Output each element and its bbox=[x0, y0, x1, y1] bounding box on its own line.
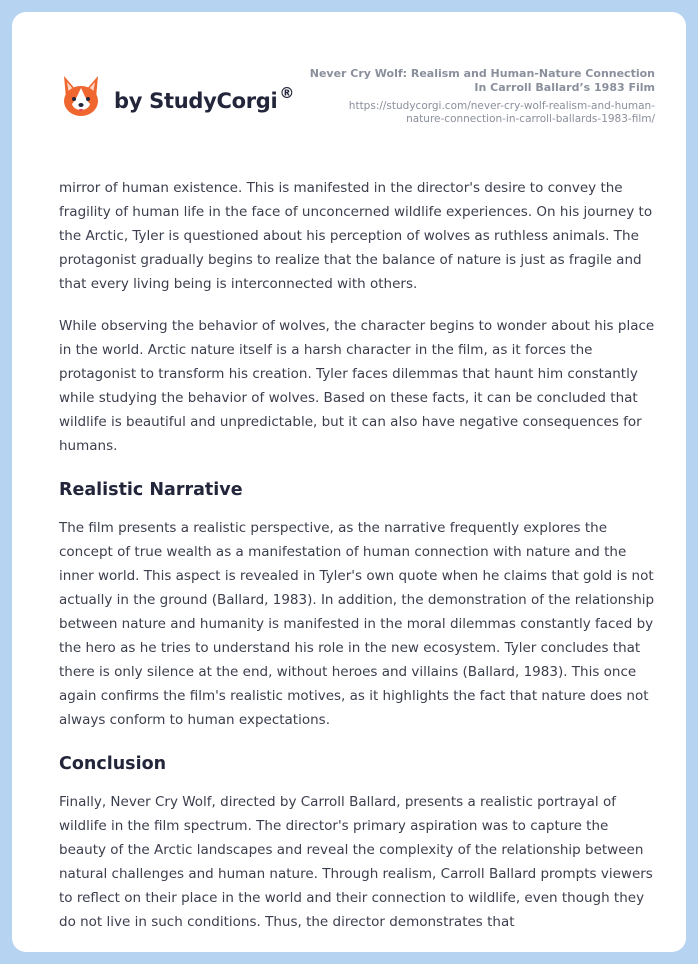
section-heading-conclusion: Conclusion bbox=[59, 754, 167, 774]
registered-mark: ® bbox=[279, 84, 295, 102]
document-url-line-2[interactable]: nature-connection-in-carroll-ballards-1983-film/ bbox=[406, 113, 655, 125]
document-title-line-1: Never Cry Wolf: Realism and Human-Nature Connection bbox=[309, 67, 655, 80]
document-url[interactable] bbox=[295, 100, 655, 126]
document-title bbox=[295, 67, 655, 95]
essay-content bbox=[59, 176, 659, 952]
studycorgi-logo[interactable] bbox=[60, 74, 294, 120]
document-url-line-1[interactable]: https://studycorgi.com/never-cry-wolf-realism-and-human- bbox=[348, 100, 655, 112]
paragraph: mirror of human existence. This is manifested in the director's desire to convey the fragility of human life in the face of unconcerned wildlife experiences. On his journey to the Arctic, Tyler is questioned about his perception of wolves as ruthless animals. The protagonist gradually begins to realize that the balance of nature is just as fragile and that every living being is interconnected with others. bbox=[59, 180, 653, 292]
paragraph: While observing the behavior of wolves, the character begins to wonder about his place in the world. Arctic nature itself is a harsh character in the film, as it forces the protagonist to transform his creation. Tyler faces dilemmas that haunt him constantly while studying the behavior of wolves. Based on these facts, it can be concluded that wildlife is beautiful and unpredictable, but it can also have negative consequences for humans. bbox=[59, 318, 655, 454]
paragraph: The film presents a realistic perspective, as the narrative frequently explores the concept of true wealth as a manifestation of human connection with nature and the inner world. This aspect is revealed in Tyler's own quote when he claims that gold is not actually in the ground (Ballard, 1983). In addition, the demonstration of the relationship between nature and humanity is manifested in the moral dilemmas constantly faced by the hero as he tries to understand his role in the new ecosystem. Tyler concludes that there is only silence at the end, without heroes and villains (Ballard, 1983). This once again confirms the film's realistic motives, as it highlights the fact that nature does not always conform to human expectations. bbox=[59, 520, 655, 728]
section-heading-realistic-narrative: Realistic Narrative bbox=[59, 480, 243, 500]
document-page bbox=[12, 12, 686, 952]
brand-name: by StudyCorgi ® bbox=[114, 84, 295, 113]
paragraph: Finally, Never Cry Wolf, directed by Carroll Ballard, presents a realistic portrayal of wildlife in the film spectrum. The director's primary aspiration was to capture the beauty of the Arctic landscapes and reveal the complexity of the relationship between natural challenges and human nature. Through realism, Carroll Ballard prompts viewers to reflect on their place in the world and their connection to wildlife, even though they do not live in such conditions. Thus, the director demonstrates that bbox=[59, 794, 653, 930]
page-header bbox=[12, 12, 686, 152]
document-meta bbox=[295, 67, 655, 126]
document-title-line-2: In Carroll Ballard’s 1983 Film bbox=[474, 81, 655, 94]
corgi-head-icon bbox=[60, 74, 102, 120]
